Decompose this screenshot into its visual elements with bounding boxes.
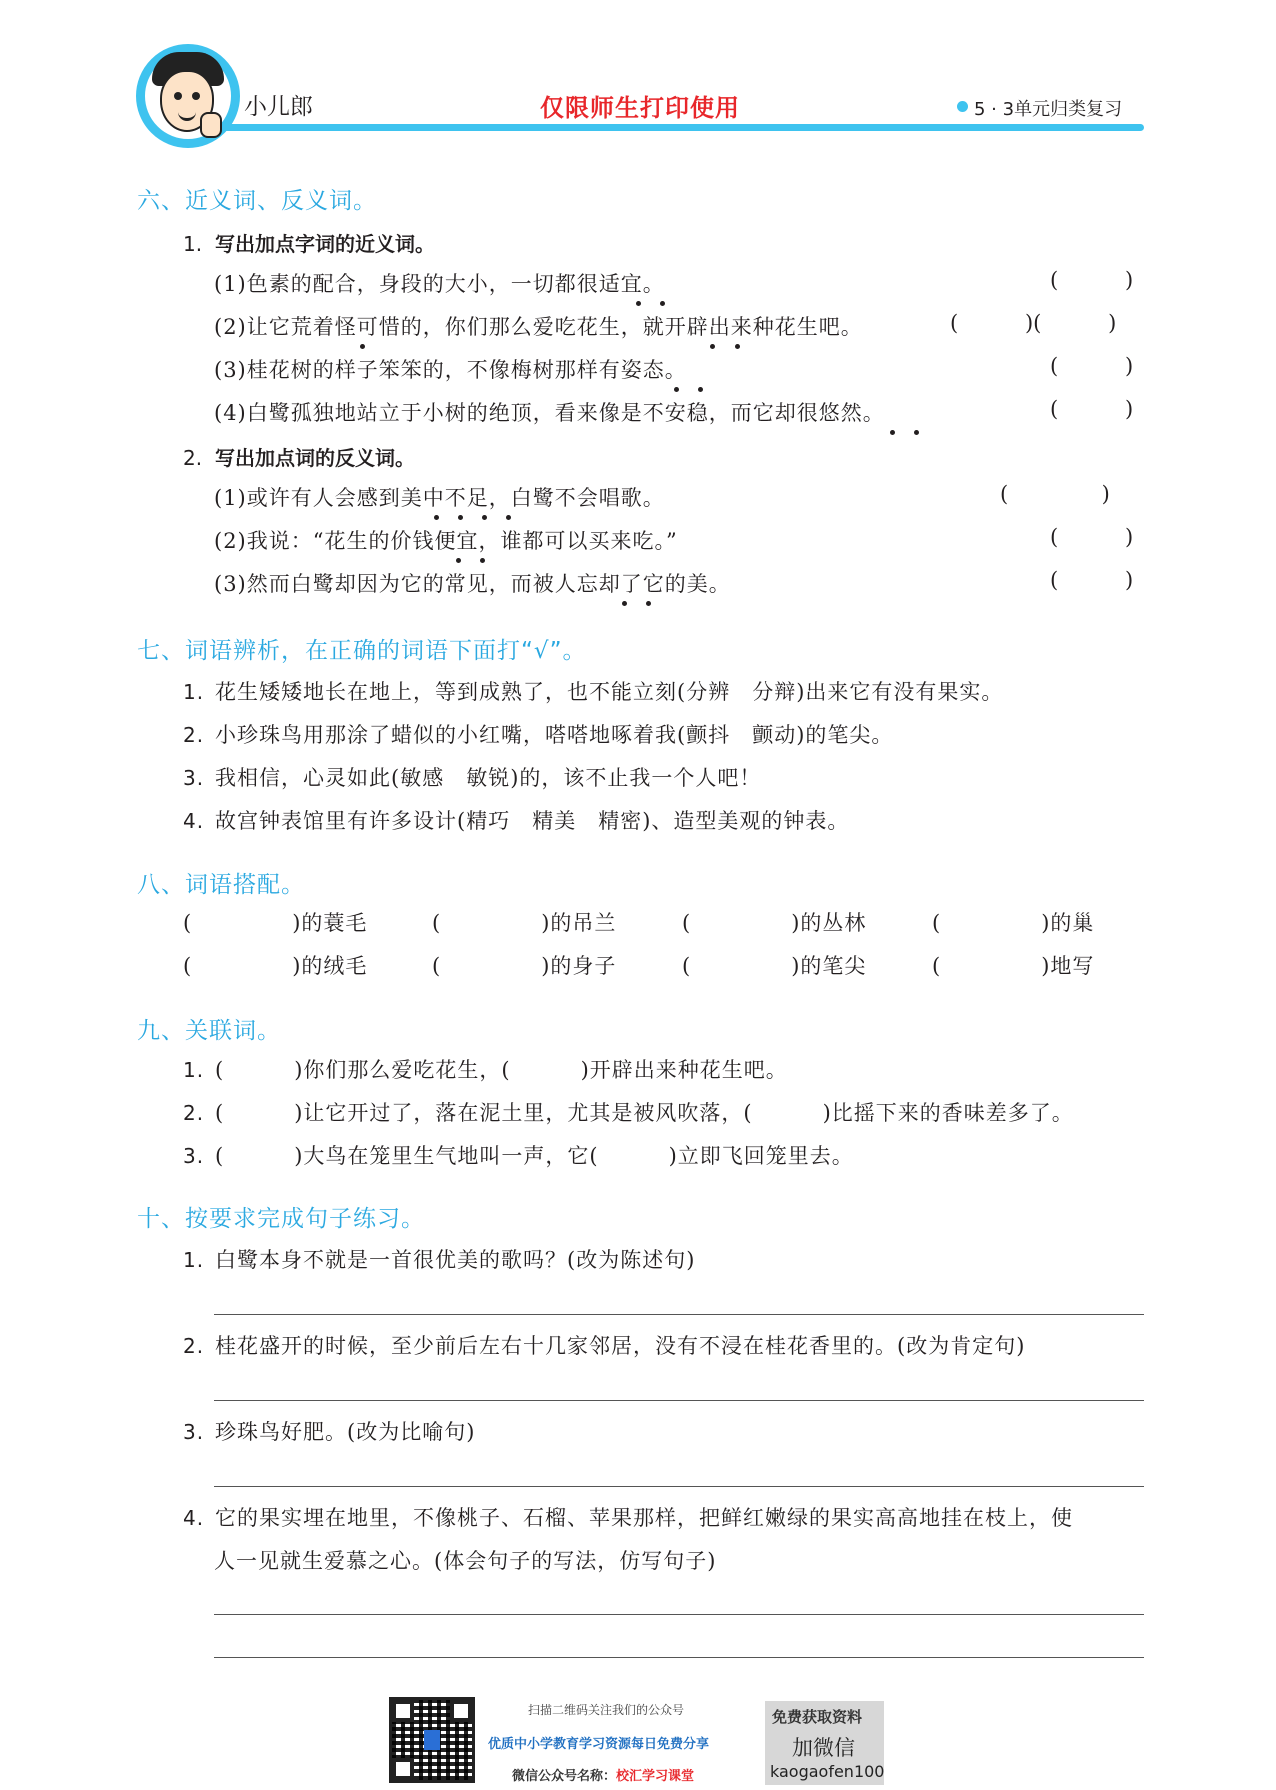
question-item: (3)然而白鹭却因为它的常见，而被人忘却了它的美。 bbox=[214, 572, 731, 596]
section-title: 八、词语搭配。 bbox=[137, 872, 305, 898]
sentence-task: 3. 珍珠鸟好肥。(改为比喻句) bbox=[183, 1420, 476, 1444]
add-wechat-label: 加微信 bbox=[792, 1736, 855, 1760]
sentence-task-continued: 人一见就生爱慕之心。(体会句子的写法，仿写句子) bbox=[214, 1549, 717, 1573]
collocation-blank[interactable]: ( )的绒毛 bbox=[183, 954, 368, 978]
answer-line[interactable] bbox=[214, 1400, 1144, 1401]
question-item: (4)白鹭孤独地站立于小树的绝顶，看来像是不安稳，而它却很悠然。 bbox=[214, 401, 885, 425]
header-rule bbox=[214, 124, 1144, 131]
qr-logo-icon bbox=[424, 1730, 440, 1750]
collocation-blank[interactable]: ( )的蓑毛 bbox=[183, 911, 368, 935]
collocation-blank[interactable]: ( )的丛林 bbox=[682, 911, 867, 935]
emphasis-dot bbox=[636, 301, 641, 306]
collocation-blank[interactable]: ( )的吊兰 bbox=[432, 911, 617, 935]
emphasis-dot bbox=[482, 515, 487, 520]
footer-share-text: 优质中小学教育学习资源每日免费分享 bbox=[488, 1737, 710, 1752]
question-item: (3)桂花树的样子笨笨的，不像梅树那样有姿态。 bbox=[214, 358, 687, 382]
qr-finder bbox=[450, 1700, 472, 1722]
question-item: (1)或许有人会感到美中不足，白鹭不会唱歌。 bbox=[214, 486, 665, 510]
answer-line[interactable] bbox=[214, 1614, 1144, 1615]
sentence-task: 1. 白鹭本身不就是一首很优美的歌吗？(改为陈述句) bbox=[183, 1248, 696, 1272]
question-item: (1)色素的配合，身段的大小，一切都很适宜。 bbox=[214, 272, 665, 296]
emphasis-dot bbox=[710, 344, 715, 349]
question-item: 1. 花生矮矮地长在地上，等到成熟了，也不能立刻(分辨 分辩)出来它有没有果实。 bbox=[183, 680, 1004, 704]
question-heading: 2. 写出加点词的反义词。 bbox=[183, 446, 415, 470]
answer-blank[interactable]: ( ) bbox=[1050, 268, 1134, 292]
emphasis-dot bbox=[360, 344, 365, 349]
answer-blank[interactable]: ( )( ) bbox=[950, 311, 1117, 335]
emphasis-dot bbox=[434, 515, 439, 520]
answer-blank[interactable]: ( ) bbox=[1000, 482, 1110, 506]
emphasis-dot bbox=[735, 344, 740, 349]
emphasis-dot bbox=[458, 515, 463, 520]
emphasis-dot bbox=[622, 601, 627, 606]
wechat-id: kaogaofen100 bbox=[770, 1762, 885, 1781]
sentence-task: 4. 它的果实埋在地里，不像桃子、石榴、苹果那样，把鲜红嫩绿的果实高高地挂在枝上，使 bbox=[183, 1506, 1073, 1530]
emphasis-dot bbox=[506, 515, 511, 520]
sentence-task: 2. 桂花盛开的时候，至少前后左右十几家邻居，没有不浸在桂花香里的。(改为肯定句) bbox=[183, 1334, 1026, 1358]
question-item: 4. 故宫钟表馆里有许多设计(精巧 精美 精密)、造型美观的钟表。 bbox=[183, 809, 850, 833]
question-item: (2)让它荒着怪可惜的，你们那么爱吃花生，就开辟出来种花生吧。 bbox=[214, 315, 863, 339]
mascot-eye bbox=[174, 92, 182, 100]
section-title: 十、按要求完成句子练习。 bbox=[137, 1206, 425, 1232]
qr-finder bbox=[392, 1758, 414, 1780]
emphasis-dot bbox=[480, 558, 485, 563]
question-item: 3. 我相信，心灵如此(敏感 敏锐)的，该不止我一个人吧！ bbox=[183, 766, 762, 790]
thumbs-up-icon bbox=[200, 112, 222, 138]
connective-item[interactable]: 2. ( )让它开过了，落在泥土里，尤其是被风吹落，( )比摇下来的香味差多了。 bbox=[183, 1101, 1074, 1125]
answer-blank[interactable]: ( ) bbox=[1050, 525, 1134, 549]
brand-name: 小儿郎 bbox=[244, 94, 313, 120]
answer-blank[interactable]: ( ) bbox=[1050, 397, 1134, 421]
bullet-dot-icon bbox=[957, 101, 968, 112]
emphasis-dot bbox=[660, 301, 665, 306]
free-label: 免费获取资料 bbox=[772, 1708, 863, 1726]
print-watermark: 仅限师生打印使用 bbox=[540, 94, 740, 122]
answer-line[interactable] bbox=[214, 1657, 1144, 1658]
section-title: 六、近义词、反义词。 bbox=[137, 188, 377, 214]
emphasis-dot bbox=[890, 430, 895, 435]
collocation-blank[interactable]: ( )的巢 bbox=[932, 911, 1095, 935]
emphasis-dot bbox=[646, 601, 651, 606]
emphasis-dot bbox=[914, 430, 919, 435]
connective-item[interactable]: 1. ( )你们那么爱吃花生，( )开辟出来种花生吧。 bbox=[183, 1058, 788, 1082]
question-heading: 1. 写出加点字词的近义词。 bbox=[183, 232, 435, 256]
question-item: 2. 小珍珠鸟用那涂了蜡似的小红嘴，嗒嗒地啄着我(颤抖 颤动)的笔尖。 bbox=[183, 723, 894, 747]
answer-line[interactable] bbox=[214, 1314, 1144, 1315]
answer-line[interactable] bbox=[214, 1486, 1144, 1487]
collocation-blank[interactable]: ( )的身子 bbox=[432, 954, 617, 978]
question-item: (2)我说：“花生的价钱便宜，谁都可以买来吃。” bbox=[214, 529, 678, 553]
mascot-eye bbox=[192, 92, 200, 100]
answer-blank[interactable]: ( ) bbox=[1050, 354, 1134, 378]
connective-item[interactable]: 3. ( )大鸟在笼里生气地叫一声，它( )立即飞回笼里去。 bbox=[183, 1144, 854, 1168]
emphasis-dot bbox=[674, 387, 679, 392]
emphasis-dot bbox=[456, 558, 461, 563]
unit-label: 5 · 3单元归类复习 bbox=[974, 99, 1123, 120]
collocation-blank[interactable]: ( )地写 bbox=[932, 954, 1095, 978]
section-title: 九、关联词。 bbox=[137, 1018, 281, 1044]
footer-account: 微信公众号名称：校汇学习课堂 bbox=[512, 1769, 695, 1784]
qr-finder bbox=[392, 1700, 414, 1722]
emphasis-dot bbox=[698, 387, 703, 392]
account-name: 校汇学习课堂 bbox=[616, 1769, 695, 1784]
collocation-blank[interactable]: ( )的笔尖 bbox=[682, 954, 867, 978]
section-title: 七、词语辨析，在正确的词语下面打“√”。 bbox=[137, 638, 587, 664]
footer-scan-text: 扫描二维码关注我们的公众号 bbox=[528, 1703, 685, 1717]
answer-blank[interactable]: ( ) bbox=[1050, 568, 1134, 592]
